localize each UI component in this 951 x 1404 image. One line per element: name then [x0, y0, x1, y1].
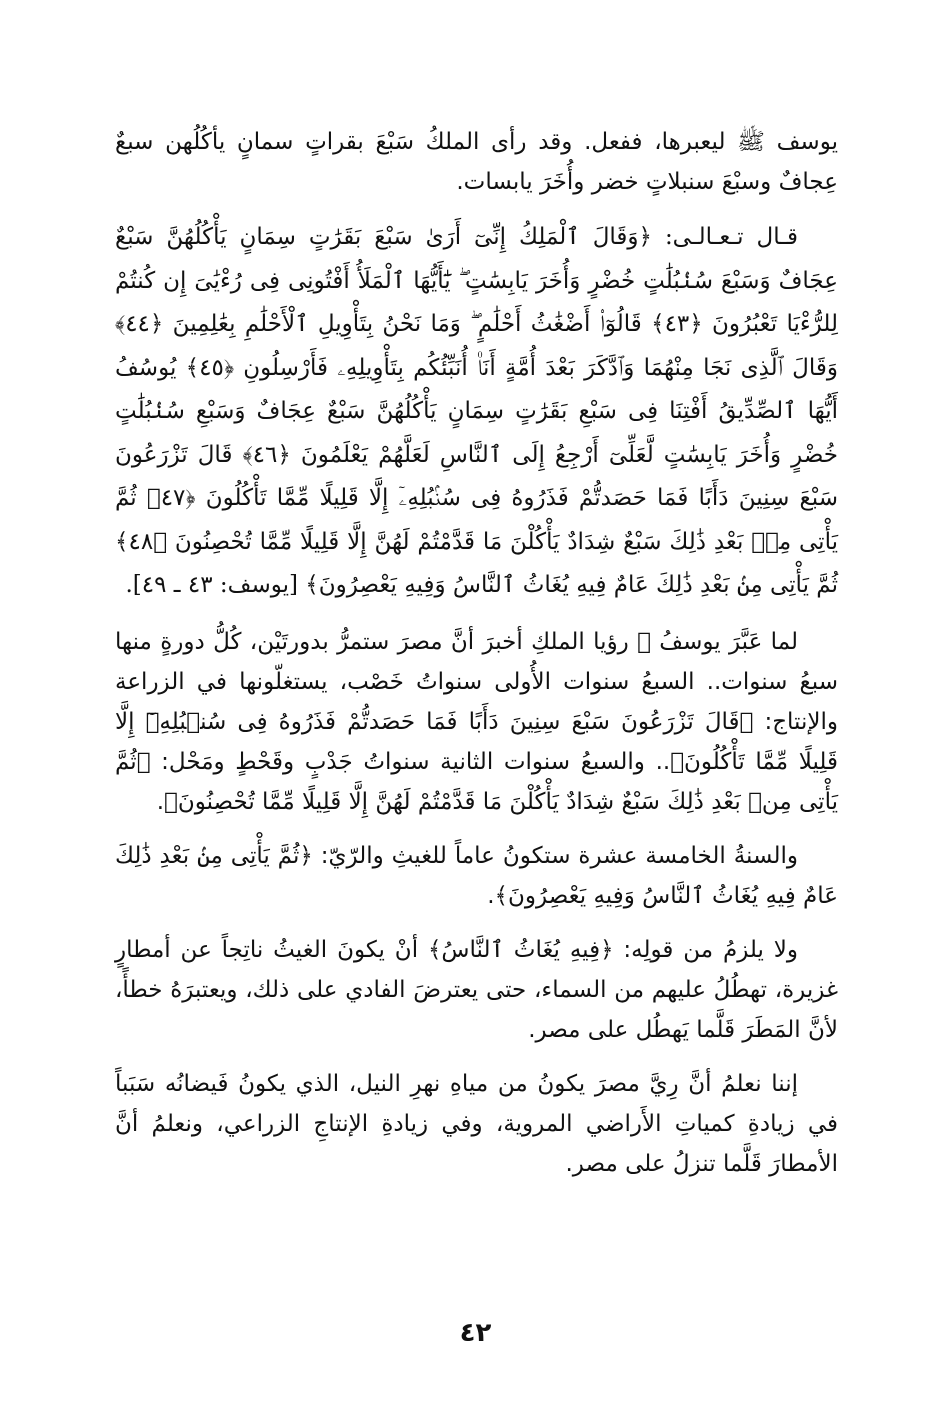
page-number: ٤٢: [459, 1318, 492, 1348]
paragraph-3: لما عَبَّرَ يوسفُ ﷺ رؤيا الملكِ أخبرَ أنَّ مصرَ ستمرُّ بدورتَيْن، كُلُّ دورةٍ منها سبعُ سنوات.. السبعُ سنوات الأُولى سنواتُ خَصْب، يستغلّونها في الزراعة والإنتاج: ﴿قَالَ تَزْرَعُونَ سَبْعَ سِنِينَ دَأَبًا فَمَا حَصَدتُّمْ فَذَرُوهُ فِى سُنۢبُلِهِۦٓ إِلَّا قَلِيلًا مِّمَّا تَأْكُلُونَ﴾.. والسبعُ سنوات الثانية سنواتُ جَدْبٍ وقَحْطٍ ومَحْل: ﴿ثُمَّ يَأْتِى مِنۢ بَعْدِ ذَٰلِكَ سَبْعٌ شِدَادٌ يَأْكُلْنَ مَا قَدَّمْتُمْ لَهُنَّ إِلَّا قَلِيلًا مِّمَّا تُحْصِنُونَ﴾.: [115, 628, 838, 815]
paragraph-quran-verses: قـال تـعـالـى: ﴿وَقَالَ ٱلْمَلِكُ إِنِّىٓ أَرَىٰ سَبْعَ بَقَرَٰتٍ سِمَانٍ يَأْكُلُهُنَّ سَبْعٌ عِجَافٌ وَسَبْعَ سُنۢبُلَٰتٍ خُضْرٍ وَأُخَرَ يَابِسَٰتٍ ۖ يَٰٓأَيُّهَا ٱلْمَلَأُ أَفْتُونِى فِى رُءْيَٰىَ إِن كُنتُمْ لِلرُّءْيَا تَعْبُرُونَ ﴿٤٣﴾ قَالُوٓا۟ أَضْغَٰثُ أَحْلَٰمٍ ۖ وَمَا نَحْنُ بِتَأْوِيلِ ٱلْأَحْلَٰمِ بِعَٰلِمِينَ ﴿٤٤﴾ وَقَالَ ٱلَّذِى نَجَا مِنْهُمَا وَٱدَّكَرَ بَعْدَ أُمَّةٍ أَنَا۠ أُنَبِّئُكُم بِتَأْوِيلِهِۦ فَأَرْسِلُونِ ﴿٤٥﴾ يُوسُفُ أَيُّهَا ٱلصِّدِّيقُ أَفْتِنَا فِى سَبْعِ بَقَرَٰتٍ سِمَانٍ يَأْكُلُهُنَّ سَبْعٌ عِجَافٌ وَسَبْعِ سُنۢبُلَٰتٍ خُضْرٍ وَأُخَرَ يَابِسَٰتٍ لَّعَلِّىٓ أَرْجِعُ إِلَى ٱلنَّاسِ لَعَلَّهُمْ يَعْلَمُونَ ﴿٤٦﴾ قَالَ تَزْرَعُونَ سَبْعَ سِنِينَ دَأَبًا فَمَا حَصَدتُّمْ فَذَرُوهُ فِى سُنۢبُلِهِۦٓ إِلَّا قَلِيلًا مِّمَّا تَأْكُلُونَ ﴿٤٧﴾ ثُمَّ يَأْتِى مِنۢ بَعْدِ ذَٰلِكَ سَبْعٌ شِدَادٌ يَأْكُلْنَ مَا قَدَّمْتُمْ لَهُنَّ إِلَّا قَلِيلًا مِّمَّا تُحْصِنُونَ ﴿٤٨﴾ ثُمَّ يَأْتِى مِنۢ بَعْدِ ذَٰلِكَ عَامٌ فِيهِ يُغَاثُ ٱلنَّاسُ وَفِيهِ يَعْصِرُونَ﴾ [يوسف: ٤٣ ـ ٤٩].: [115, 224, 839, 598]
paragraph-1: يوسف ﷺ ليعبرها، ففعل. وقد رأى الملكُ سَبْعَ بقراتٍ سمانٍ يأكُلُهن سبعٌ عِجافٌ وسبْعَ سنبلاتٍ خضر وأُخَرَ يابسات.: [115, 129, 838, 195]
paragraph-4: والسنةُ الخامسة عشرة ستكونُ عاماً للغيثِ والرّيّ: ﴿ثُمَّ يَأْتِى مِنۢ بَعْدِ ذَٰلِكَ عَامٌ فِيهِ يُغَاثُ ٱلنَّاسُ وَفِيهِ يَعْصِرُونَ﴾.: [115, 842, 838, 909]
paragraph-6: إننا نعلمُ أنَّ رِيَّ مصرَ يكونُ من مياهِ نهرِ النيل، الذي يكونُ فَيضانُه سَبَباً في زيادةِ كمياتِ الأَراضي المروية، وفي زيادةِ الإنتاجِ الزراعي، ونعلمُ أنَّ الأمطارَ قَلَّما تنزلُ على مصر.: [115, 1070, 838, 1177]
paragraph-5: ولا يلزمُ من قولِه: ﴿فِيهِ يُغَاثُ ٱلنَّاسُ﴾ أنْ يكونَ الغيثُ ناتِجاً عن أمطارٍ غزيرة، تهطُلُ عليهم من السماء، حتى يعترضَ الفادي على ذلك، ويعتبرَهُ خطأً، لأنَّ المَطَرَ قَلَّما يَهطُل على مصر.: [115, 936, 838, 1043]
page-body: [115, 122, 838, 1198]
